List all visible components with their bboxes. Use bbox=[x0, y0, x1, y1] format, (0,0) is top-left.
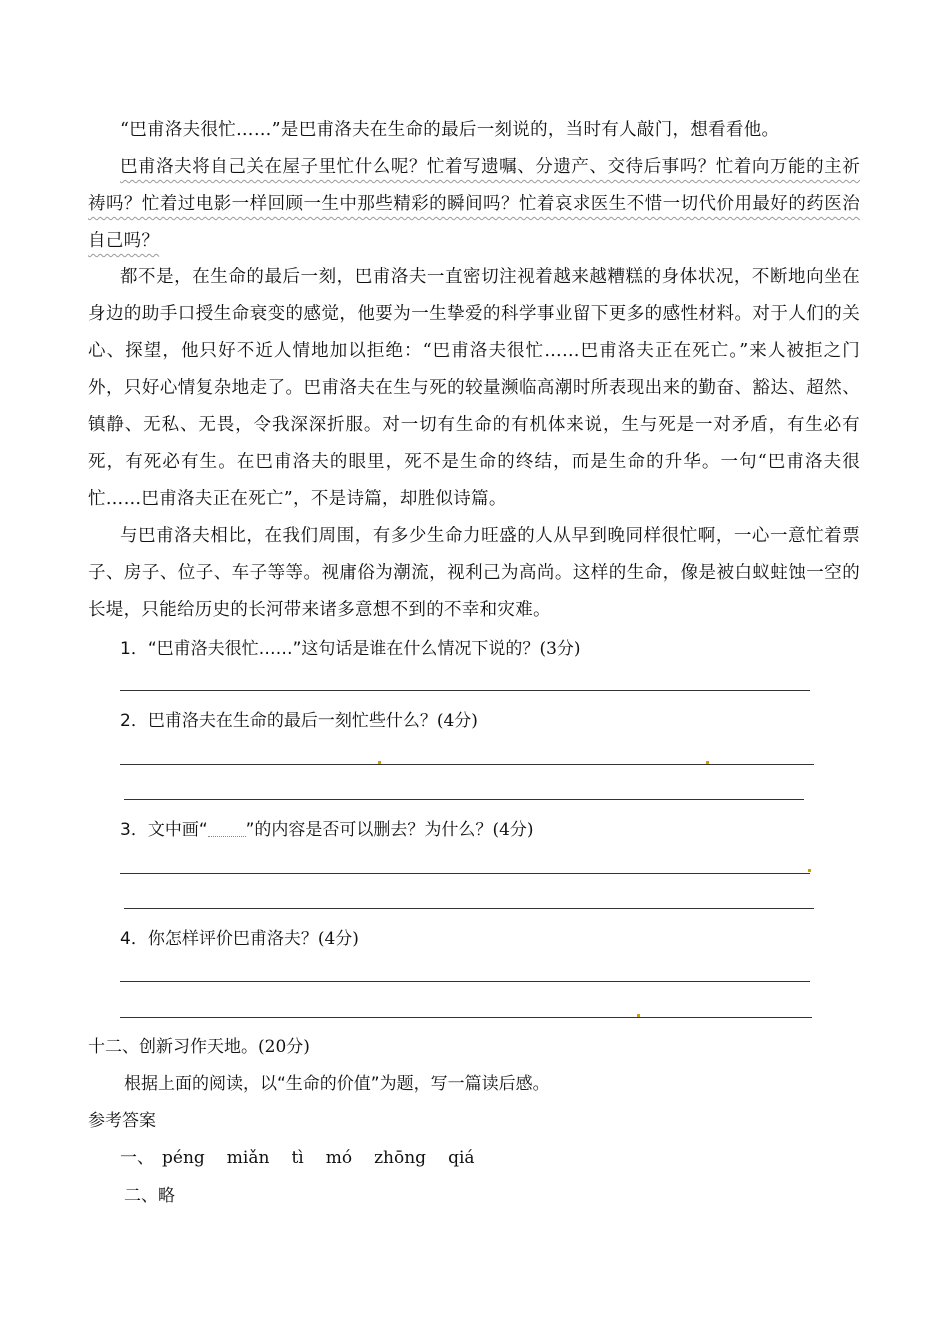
pinyin-item: qiá bbox=[448, 1148, 475, 1168]
question-4 bbox=[120, 924, 359, 949]
question-3-points: (4分) bbox=[492, 820, 534, 840]
answer-2: 二、略 bbox=[124, 1186, 175, 1206]
marker-dot bbox=[706, 761, 709, 764]
answer-line[interactable] bbox=[124, 908, 814, 909]
answer-line[interactable] bbox=[120, 981, 810, 982]
question-2 bbox=[120, 706, 478, 731]
question-3-text-pre: 3．文中画“ bbox=[120, 820, 208, 840]
pinyin-item: péng bbox=[162, 1148, 205, 1168]
answers-title: 参考答案 bbox=[88, 1111, 156, 1131]
marker-dot bbox=[808, 869, 811, 872]
passage-paragraph-3: 都不是，在生命的最后一刻，巴甫洛夫一直密切注视着越来越糟糕的身体状况，不断地向坐在身边的助手口授生命衰变的感觉，他要为一生挚爱的科学事业留下更多的感性材料。对于人们的关心、探望，他只好不近人情地加以拒绝：“巴甫洛夫很忙……巴甫洛夫正在死亡。”来人被拒之门外，只好心情复杂地走了。巴甫洛夫在生与死的较量濒临高潮时所表现出来的勤奋、豁达、超然、镇静、无私、无畏，令我深深折服。对一切有生命的有机体来说，生与死是一对矛盾，有生必有死，有死必有生。在巴甫洛夫的眼里，死不是生命的终结，而是生命的升华。一句“巴甫洛夫很忙……巴甫洛夫正在死亡”，不是诗篇，却胜似诗篇。 bbox=[88, 267, 860, 509]
answer-line[interactable] bbox=[120, 764, 814, 765]
answer-line[interactable] bbox=[124, 799, 804, 800]
pinyin-item: tì bbox=[291, 1148, 304, 1168]
question-4-text: 4．你怎样评价巴甫洛夫？ bbox=[120, 929, 318, 949]
question-2-text: 2．巴甫洛夫在生命的最后一刻忙些什么？ bbox=[120, 711, 437, 731]
answer-line[interactable] bbox=[120, 1017, 812, 1018]
question-3-text-post: ”的内容是否可以删去？为什么？ bbox=[245, 820, 493, 840]
pinyin-item: mó bbox=[325, 1148, 353, 1168]
wavy-underlined-text: 巴甫洛夫将自己关在屋子里忙什么呢？忙着写遗嘱、分遗产、交待后事吗？忙着向万能的主祈祷吗？忙着过电影一样回顾一生中那些精彩的瞬间吗？忙着哀求医生不惜一切代价用最好的药医治自己吗？ bbox=[88, 157, 860, 251]
passage-paragraph-1: “巴甫洛夫很忙……”是巴甫洛夫在生命的最后一刻说的，当时有人敲门，想看看他。 bbox=[120, 120, 780, 140]
question-1 bbox=[120, 634, 581, 659]
question-2-points: (4分) bbox=[436, 711, 478, 731]
answer-1-prefix: 一、 bbox=[120, 1148, 154, 1168]
essay-prompt: 根据上面的阅读，以“生命的价值”为题，写一篇读后感。 bbox=[124, 1074, 550, 1094]
question-1-points: (3分) bbox=[539, 639, 581, 659]
answer-1 bbox=[120, 1143, 489, 1168]
answer-line[interactable] bbox=[120, 873, 810, 874]
marker-dot bbox=[637, 1014, 640, 1017]
question-3 bbox=[120, 815, 534, 840]
pinyin-item: zhōng bbox=[374, 1148, 427, 1168]
wavy-line-sample bbox=[208, 822, 246, 837]
pinyin-item: miǎn bbox=[226, 1148, 270, 1168]
section-12-title bbox=[88, 1032, 310, 1057]
marker-dot bbox=[378, 761, 381, 764]
answer-line[interactable] bbox=[120, 690, 810, 691]
question-1-text: 1．“巴甫洛夫很忙……”这句话是谁在什么情况下说的？ bbox=[120, 639, 540, 659]
section-12-points: (20分) bbox=[258, 1037, 310, 1057]
section-12-title-text: 十二、创新习作天地。 bbox=[88, 1037, 258, 1057]
passage-paragraph-4: 与巴甫洛夫相比，在我们周围，有多少生命力旺盛的人从早到晚同样很忙啊，一心一意忙着票子、房子、位子、车子等等。视庸俗为潮流，视利己为高尚。这样的生命，像是被白蚁蛀蚀一空的长堤，只能给历史的长河带来诸多意想不到的不幸和灾难。 bbox=[88, 526, 860, 620]
passage-paragraph-2 bbox=[88, 149, 860, 260]
question-4-points: (4分) bbox=[317, 929, 359, 949]
